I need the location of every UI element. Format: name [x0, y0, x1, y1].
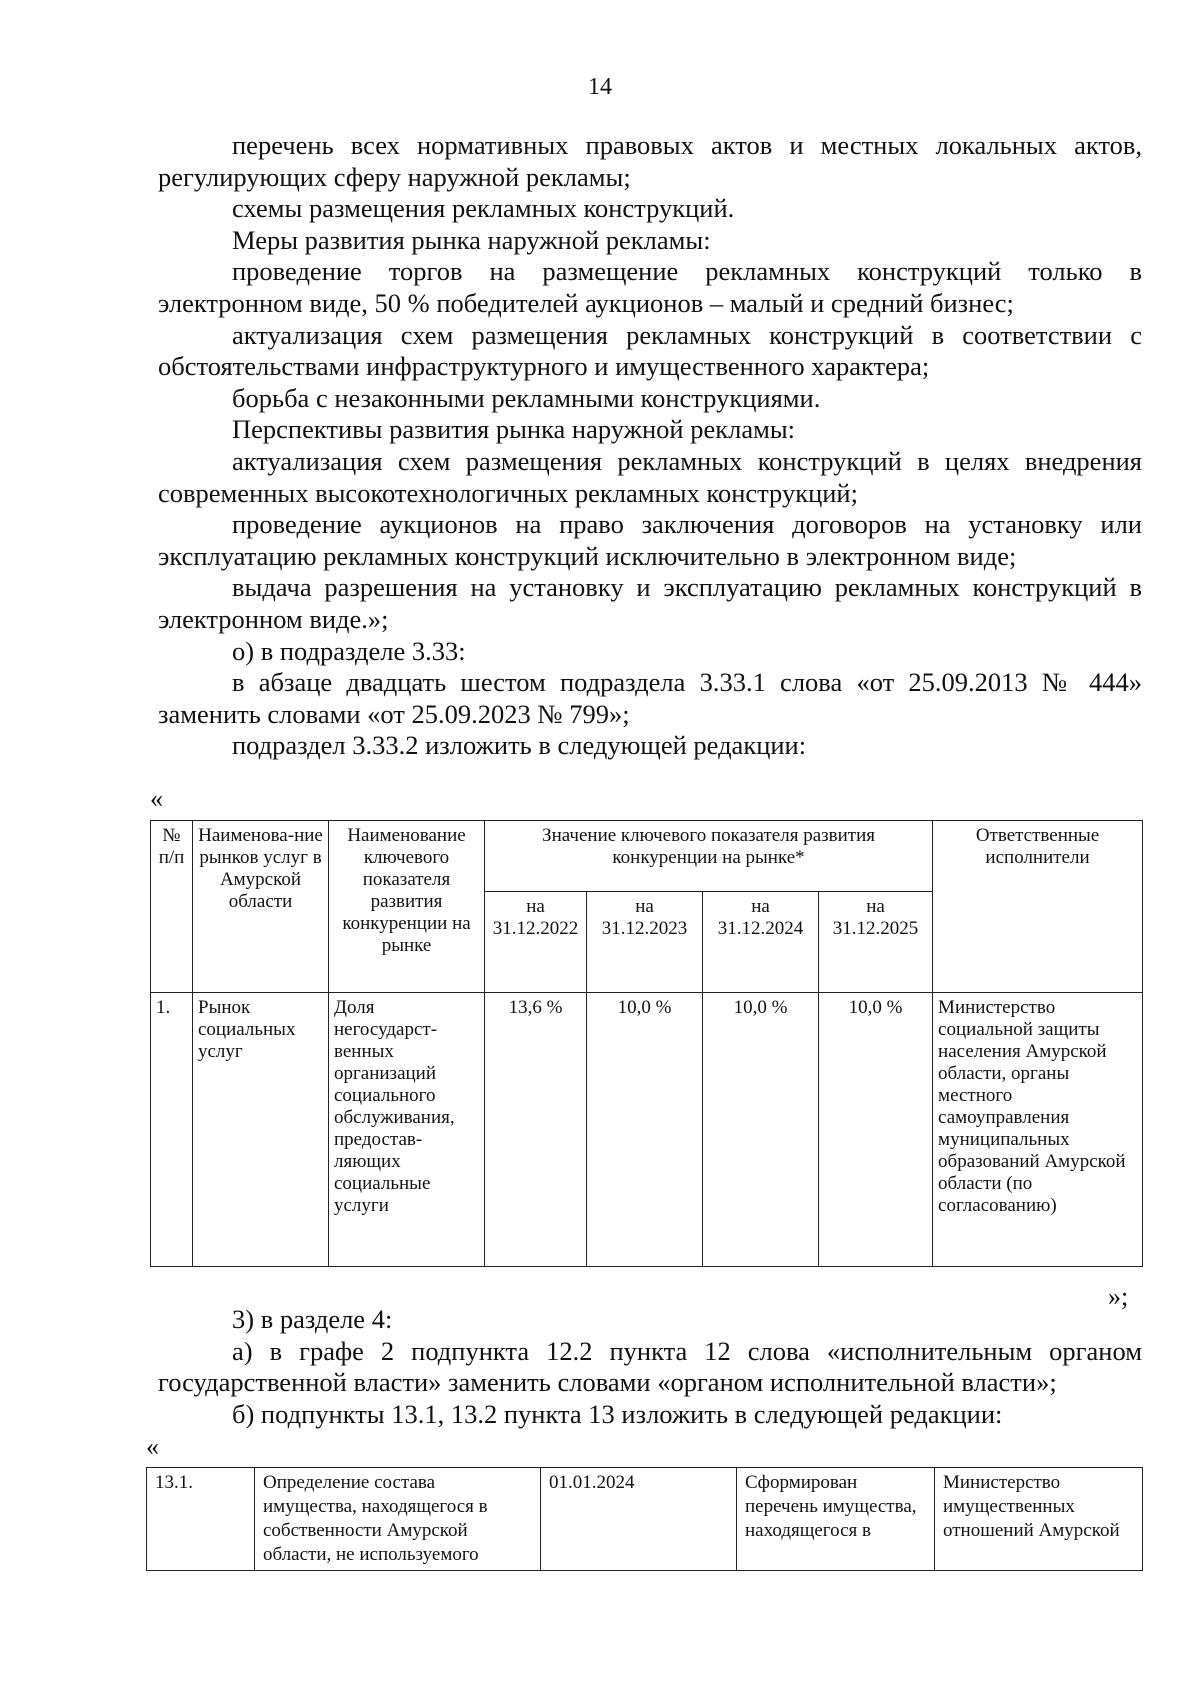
cell-num: 13.1. — [147, 1468, 255, 1571]
table-row — [151, 993, 1143, 1267]
paragraph: выдача разрешения на установку и эксплуатацию рекламных конструкций в электронном виде.»; — [158, 572, 1142, 634]
paragraph: в абзаце двадцать шестом подраздела 3.33.1 слова «от 25.09.2013 № 444» заменить словами «от 25.09.2023 № 799»; — [158, 667, 1142, 729]
close-quote: »; — [1108, 1282, 1129, 1311]
paragraph: актуализация схем размещения рекламных конструкций в соответствии с обстоятельствами инфраструктурного и имущественного характера; — [158, 319, 1142, 382]
plan-table — [146, 1467, 1143, 1571]
cell-date: 01.01.2024 — [541, 1468, 737, 1571]
cell-value-2024: 10,0 % — [703, 993, 819, 1267]
cell-result: Сформирован перечень имущества, находящегося в — [737, 1468, 935, 1571]
header-date-2025: на 31.12.2025 — [819, 892, 933, 993]
header-num: № п/п — [151, 821, 193, 993]
paragraph: подраздел 3.33.2 изложить в следующей редакции: — [232, 730, 807, 761]
paragraph: 3) в разделе 4: — [232, 1304, 393, 1334]
header-value-group: Значение ключевого показателя развития конкуренции на рынке* — [485, 821, 933, 892]
page-number: 14 — [588, 74, 612, 100]
cell-market: Рынок социальных услуг — [193, 993, 329, 1267]
paragraph: проведение торгов на размещение рекламных конструкций только в электронном виде, 50 % победителей аукционов – малый и средний бизнес; — [158, 256, 1142, 318]
table-row — [147, 1468, 1143, 1571]
paragraph: Меры развития рынка наружной рекламы: — [232, 224, 711, 255]
body-text — [158, 130, 1142, 762]
kpi-table — [150, 820, 1143, 1267]
paragraph: актуализация схем размещения рекламных конструкций в целях внедрения современных высокотехнологичных рекламных конструкций; — [158, 445, 1142, 508]
header-date-2023: на 31.12.2023 — [587, 892, 703, 993]
header-date-2022: на 31.12.2022 — [485, 892, 587, 993]
cell-responsible: Министерство социальной защиты населения Амурской области, органы местного самоуправления муниципальных образований Амурской области (по согласованию) — [933, 993, 1143, 1267]
header-indicator: Наименование ключевого показателя развития конкуренции на рынке — [329, 821, 485, 993]
paragraph: Перспективы развития рынка наружной рекламы: — [232, 414, 796, 445]
cell-num: 1. — [151, 993, 193, 1267]
paragraph: проведение аукционов на право заключения договоров на установку или эксплуатацию рекламных конструкций исключительно в электронном виде; — [158, 509, 1142, 571]
after-text — [158, 1304, 1142, 1430]
paragraph: о) в подразделе 3.33: — [232, 635, 466, 666]
paragraph: а) в графе 2 подпункта 12.2 пункта 12 слова «исполнительным органом государственной власти» заменить словами «органом исполнительной власти»; — [158, 1335, 1142, 1398]
cell-indicator: Доля негосударст-венных организаций социального обслуживания, предостав-ляющих социальные услуги — [329, 993, 485, 1267]
paragraph: б) подпункты 13.1, 13.2 пункта 13 изложить в следующей редакции: — [232, 1398, 1003, 1429]
header-date-2024: на 31.12.2024 — [703, 892, 819, 993]
cell-responsible: Министерство имущественных отношений Амурской — [935, 1468, 1143, 1571]
cell-value-2022: 13,6 % — [485, 993, 587, 1267]
cell-value-2023: 10,0 % — [587, 993, 703, 1267]
cell-value-2025: 10,0 % — [819, 993, 933, 1267]
paragraph: борьба с незаконными рекламными конструкциями. — [232, 382, 821, 413]
open-quote-2: « — [146, 1432, 159, 1461]
paragraph: схемы размещения рекламных конструкций. — [232, 193, 735, 224]
cell-action: Определение состава имущества, находящегося в собственности Амурской области, не используемого — [255, 1468, 541, 1571]
header-responsible: Ответственные исполнители — [933, 821, 1143, 993]
paragraph: перечень всех нормативных правовых актов и местных локальных актов, регулирующих сферу наружной рекламы; — [158, 130, 1142, 192]
open-quote: « — [150, 784, 163, 813]
header-market: Наименова-ние рынков услуг в Амурской области — [193, 821, 329, 993]
